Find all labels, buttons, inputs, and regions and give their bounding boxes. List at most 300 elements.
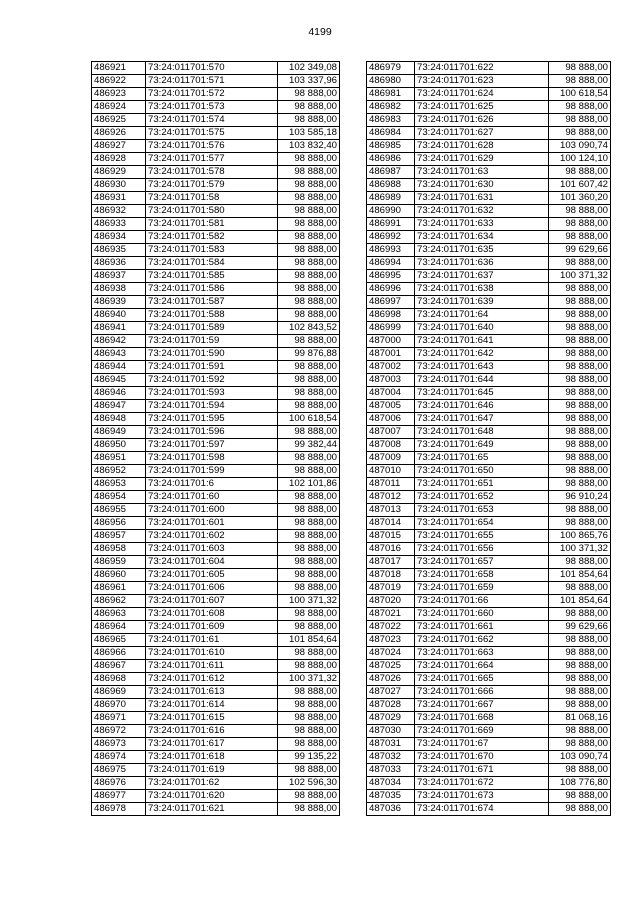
cadastral-value-cell: 98 888,00: [549, 374, 611, 387]
cadastral-number-cell: 73:24:011701:642: [415, 348, 549, 361]
cadastral-value-cell: 100 124,10: [549, 153, 611, 166]
row-number-cell: 486974: [92, 751, 146, 764]
cadastral-value-cell: 98 888,00: [278, 543, 340, 556]
cadastral-value-cell: 98 888,00: [278, 556, 340, 569]
cadastral-value-cell: 98 888,00: [549, 790, 611, 803]
cadastral-number-cell: 73:24:011701:637: [415, 270, 549, 283]
table-row: [367, 790, 611, 803]
table-row: [92, 595, 340, 608]
cadastral-number-cell: 73:24:011701:578: [146, 166, 278, 179]
table-row: [367, 153, 611, 166]
row-number-cell: 487010: [367, 465, 415, 478]
table-row: [367, 231, 611, 244]
cadastral-number-cell: 73:24:011701:589: [146, 322, 278, 335]
cadastral-number-cell: 73:24:011701:616: [146, 725, 278, 738]
cadastral-value-cell: 98 888,00: [549, 283, 611, 296]
cadastral-number-cell: 73:24:011701:61: [146, 634, 278, 647]
cadastral-value-cell: 98 888,00: [278, 452, 340, 465]
cadastral-value-cell: 98 888,00: [278, 387, 340, 400]
row-number-cell: 487003: [367, 374, 415, 387]
row-number-cell: 486922: [92, 75, 146, 88]
cadastral-value-cell: 98 888,00: [278, 205, 340, 218]
row-number-cell: 486955: [92, 504, 146, 517]
cadastral-number-cell: 73:24:011701:579: [146, 179, 278, 192]
cadastral-value-cell: 101 607,42: [549, 179, 611, 192]
row-number-cell: 487001: [367, 348, 415, 361]
cadastral-value-cell: 98 888,00: [278, 582, 340, 595]
table-row: [367, 348, 611, 361]
cadastral-number-cell: 73:24:011701:632: [415, 205, 549, 218]
row-number-cell: 486942: [92, 335, 146, 348]
cadastral-value-cell: 98 888,00: [278, 660, 340, 673]
row-number-cell: 486930: [92, 179, 146, 192]
cadastral-number-cell: 73:24:011701:66: [415, 595, 549, 608]
table-row: [367, 556, 611, 569]
row-number-cell: 486993: [367, 244, 415, 257]
cadastral-value-cell: 99 629,66: [549, 244, 611, 257]
cadastral-value-cell: 98 888,00: [549, 296, 611, 309]
row-number-cell: 486965: [92, 634, 146, 647]
cadastral-number-cell: 73:24:011701:624: [415, 88, 549, 101]
table-row: [92, 270, 340, 283]
table-row: [367, 452, 611, 465]
cadastral-number-cell: 73:24:011701:662: [415, 634, 549, 647]
row-number-cell: 486948: [92, 413, 146, 426]
cadastral-number-cell: 73:24:011701:620: [146, 790, 278, 803]
cadastral-value-cell: 100 618,54: [278, 413, 340, 426]
cadastral-value-cell: 98 888,00: [278, 764, 340, 777]
cadastral-value-cell: 98 888,00: [278, 374, 340, 387]
table-row: [92, 296, 340, 309]
row-number-cell: 486950: [92, 439, 146, 452]
cadastral-number-cell: 73:24:011701:598: [146, 452, 278, 465]
row-number-cell: 487025: [367, 660, 415, 673]
row-number-cell: 486964: [92, 621, 146, 634]
cadastral-value-cell: 98 888,00: [278, 166, 340, 179]
row-number-cell: 486946: [92, 387, 146, 400]
cadastral-value-cell: 101 854,64: [549, 569, 611, 582]
cadastral-number-cell: 73:24:011701:587: [146, 296, 278, 309]
table-row: [92, 543, 340, 556]
cadastral-value-cell: 100 371,32: [278, 595, 340, 608]
cadastral-value-cell: 98 888,00: [549, 439, 611, 452]
cadastral-number-cell: 73:24:011701:643: [415, 361, 549, 374]
row-number-cell: 486932: [92, 205, 146, 218]
table-row: [367, 179, 611, 192]
row-number-cell: 486977: [92, 790, 146, 803]
table-row: [92, 634, 340, 647]
row-number-cell: 487009: [367, 452, 415, 465]
cadastral-number-cell: 73:24:011701:623: [415, 75, 549, 88]
row-number-cell: 487011: [367, 478, 415, 491]
cadastral-number-cell: 73:24:011701:645: [415, 387, 549, 400]
cadastral-value-cell: 98 888,00: [278, 517, 340, 530]
cadastral-value-cell: 98 888,00: [278, 101, 340, 114]
cadastral-number-cell: 73:24:011701:602: [146, 530, 278, 543]
cadastral-number-cell: 73:24:011701:638: [415, 283, 549, 296]
table-row: [367, 608, 611, 621]
cadastral-value-cell: 81 068,16: [549, 712, 611, 725]
cadastral-number-cell: 73:24:011701:625: [415, 101, 549, 114]
table-row: [92, 725, 340, 738]
cadastral-number-cell: 73:24:011701:618: [146, 751, 278, 764]
cadastral-value-cell: 98 888,00: [278, 114, 340, 127]
cadastral-value-cell: 102 101,86: [278, 478, 340, 491]
cadastral-number-cell: 73:24:011701:671: [415, 764, 549, 777]
cadastral-value-cell: 98 888,00: [549, 686, 611, 699]
cadastral-number-cell: 73:24:011701:614: [146, 699, 278, 712]
cadastral-number-cell: 73:24:011701:668: [415, 712, 549, 725]
row-number-cell: 486991: [367, 218, 415, 231]
cadastral-number-cell: 73:24:011701:59: [146, 335, 278, 348]
row-number-cell: 487024: [367, 647, 415, 660]
row-number-cell: 487016: [367, 543, 415, 556]
cadastral-number-cell: 73:24:011701:608: [146, 608, 278, 621]
row-number-cell: 487005: [367, 400, 415, 413]
row-number-cell: 487034: [367, 777, 415, 790]
row-number-cell: 487015: [367, 530, 415, 543]
cadastral-value-cell: 98 888,00: [278, 803, 340, 816]
table-row: [92, 764, 340, 777]
cadastral-number-cell: 73:24:011701:611: [146, 660, 278, 673]
cadastral-number-cell: 73:24:011701:644: [415, 374, 549, 387]
table-row: [367, 335, 611, 348]
table-row: [92, 803, 340, 816]
row-number-cell: 486963: [92, 608, 146, 621]
table-row: [367, 686, 611, 699]
row-number-cell: 486978: [92, 803, 146, 816]
cadastral-value-cell: 98 888,00: [278, 465, 340, 478]
cadastral-number-cell: 73:24:011701:669: [415, 725, 549, 738]
cadastral-value-cell: 98 888,00: [278, 270, 340, 283]
row-number-cell: 486951: [92, 452, 146, 465]
table-row: [367, 75, 611, 88]
row-number-cell: 486957: [92, 530, 146, 543]
cadastral-number-cell: 73:24:011701:659: [415, 582, 549, 595]
cadastral-value-cell: 98 888,00: [549, 114, 611, 127]
table-row: [367, 543, 611, 556]
row-number-cell: 486961: [92, 582, 146, 595]
cadastral-number-cell: 73:24:011701:62: [146, 777, 278, 790]
cadastral-value-cell: 98 888,00: [549, 673, 611, 686]
cadastral-value-cell: 98 888,00: [549, 205, 611, 218]
cadastral-value-cell: 98 888,00: [278, 88, 340, 101]
cadastral-value-cell: 98 888,00: [278, 647, 340, 660]
cadastral-value-cell: 98 888,00: [278, 686, 340, 699]
cadastral-number-cell: 73:24:011701:619: [146, 764, 278, 777]
row-number-cell: 487031: [367, 738, 415, 751]
cadastral-number-cell: 73:24:011701:582: [146, 231, 278, 244]
table-row: [367, 582, 611, 595]
cadastral-value-cell: 98 888,00: [549, 257, 611, 270]
row-number-cell: 487006: [367, 413, 415, 426]
row-number-cell: 486997: [367, 296, 415, 309]
table-row: [367, 517, 611, 530]
cadastral-value-cell: 98 888,00: [549, 608, 611, 621]
cadastral-number-cell: 73:24:011701:574: [146, 114, 278, 127]
cadastral-value-cell: 98 888,00: [278, 283, 340, 296]
row-number-cell: 486925: [92, 114, 146, 127]
cadastral-number-cell: 73:24:011701:612: [146, 673, 278, 686]
cadastral-number-cell: 73:24:011701:601: [146, 517, 278, 530]
table-row: [92, 335, 340, 348]
table-row: [367, 738, 611, 751]
cadastral-value-cell: 98 888,00: [549, 413, 611, 426]
cadastral-value-cell: 98 888,00: [549, 764, 611, 777]
row-number-cell: 487004: [367, 387, 415, 400]
cadastral-value-cell: 100 618,54: [549, 88, 611, 101]
cadastral-number-cell: 73:24:011701:600: [146, 504, 278, 517]
table-row: [92, 244, 340, 257]
cadastral-value-cell: 98 888,00: [549, 725, 611, 738]
table-row: [92, 387, 340, 400]
cadastral-number-cell: 73:24:011701:639: [415, 296, 549, 309]
row-number-cell: 486981: [367, 88, 415, 101]
table-row: [367, 751, 611, 764]
cadastral-number-cell: 73:24:011701:667: [415, 699, 549, 712]
table-row: [92, 88, 340, 101]
cadastral-value-cell: 96 910,24: [549, 491, 611, 504]
cadastral-number-cell: 73:24:011701:647: [415, 413, 549, 426]
row-number-cell: 487014: [367, 517, 415, 530]
row-number-cell: 487008: [367, 439, 415, 452]
row-number-cell: 486953: [92, 478, 146, 491]
cadastral-value-cell: 98 888,00: [549, 309, 611, 322]
cadastral-value-cell: 98 888,00: [549, 478, 611, 491]
cadastral-value-cell: 98 888,00: [278, 179, 340, 192]
cadastral-value-cell: 98 888,00: [549, 452, 611, 465]
cadastral-value-cell: 98 888,00: [278, 296, 340, 309]
cadastral-number-cell: 73:24:011701:571: [146, 75, 278, 88]
cadastral-number-cell: 73:24:011701:570: [146, 62, 278, 75]
cadastral-number-cell: 73:24:011701:630: [415, 179, 549, 192]
row-number-cell: 486996: [367, 283, 415, 296]
row-number-cell: 487017: [367, 556, 415, 569]
table-row: [92, 439, 340, 452]
cadastral-value-cell: 100 371,32: [549, 270, 611, 283]
table-row: [367, 166, 611, 179]
table-row: [92, 218, 340, 231]
row-number-cell: 487022: [367, 621, 415, 634]
cadastral-value-cell: 98 888,00: [278, 504, 340, 517]
row-number-cell: 487035: [367, 790, 415, 803]
row-number-cell: 487029: [367, 712, 415, 725]
row-number-cell: 486983: [367, 114, 415, 127]
cadastral-value-cell: 98 888,00: [549, 647, 611, 660]
row-number-cell: 486966: [92, 647, 146, 660]
cadastral-number-cell: 73:24:011701:591: [146, 361, 278, 374]
table-row: [367, 426, 611, 439]
cadastral-number-cell: 73:24:011701:663: [415, 647, 549, 660]
row-number-cell: 486959: [92, 556, 146, 569]
row-number-cell: 486936: [92, 257, 146, 270]
table-row: [367, 699, 611, 712]
cadastral-number-cell: 73:24:011701:652: [415, 491, 549, 504]
cadastral-number-cell: 73:24:011701:650: [415, 465, 549, 478]
table-row: [367, 465, 611, 478]
table-row: [92, 62, 340, 75]
row-number-cell: 487000: [367, 335, 415, 348]
cadastral-number-cell: 73:24:011701:613: [146, 686, 278, 699]
cadastral-value-cell: 98 888,00: [549, 660, 611, 673]
cadastral-value-cell: 98 888,00: [549, 62, 611, 75]
cadastral-number-cell: 73:24:011701:586: [146, 283, 278, 296]
table-row: [92, 686, 340, 699]
table-row: [92, 647, 340, 660]
cadastral-number-cell: 73:24:011701:633: [415, 218, 549, 231]
cadastral-value-cell: 99 382,44: [278, 439, 340, 452]
cadastral-value-cell: 98 888,00: [278, 712, 340, 725]
table-row: [367, 595, 611, 608]
table-row: [92, 608, 340, 621]
cadastral-value-cell: 100 371,32: [278, 673, 340, 686]
cadastral-value-cell: 99 629,66: [549, 621, 611, 634]
cadastral-number-cell: 73:24:011701:653: [415, 504, 549, 517]
cadastral-number-cell: 73:24:011701:583: [146, 244, 278, 257]
cadastral-number-cell: 73:24:011701:596: [146, 426, 278, 439]
row-number-cell: 487002: [367, 361, 415, 374]
row-number-cell: 486982: [367, 101, 415, 114]
cadastral-value-cell: 101 854,64: [549, 595, 611, 608]
table-row: [92, 751, 340, 764]
cadastral-value-cell: 98 888,00: [278, 400, 340, 413]
cadastral-value-cell: 98 888,00: [278, 244, 340, 257]
table-row: [92, 322, 340, 335]
row-number-cell: 486976: [92, 777, 146, 790]
row-number-cell: 486938: [92, 283, 146, 296]
table-row: [367, 725, 611, 738]
cadastral-number-cell: 73:24:011701:58: [146, 192, 278, 205]
row-number-cell: 487028: [367, 699, 415, 712]
table-row: [92, 621, 340, 634]
row-number-cell: 487013: [367, 504, 415, 517]
cadastral-value-cell: 102 596,30: [278, 777, 340, 790]
cadastral-value-cell: 98 888,00: [549, 634, 611, 647]
cadastral-number-cell: 73:24:011701:65: [415, 452, 549, 465]
table-row: [367, 283, 611, 296]
table-row: [92, 179, 340, 192]
cadastral-value-cell: 103 090,74: [549, 140, 611, 153]
cadastral-value-cell: 98 888,00: [549, 803, 611, 816]
cadastral-value-cell: 102 349,08: [278, 62, 340, 75]
cadastral-value-cell: 98 888,00: [549, 348, 611, 361]
cadastral-number-cell: 73:24:011701:666: [415, 686, 549, 699]
table-row: [367, 114, 611, 127]
row-number-cell: 487023: [367, 634, 415, 647]
table-row: [92, 504, 340, 517]
row-number-cell: 487012: [367, 491, 415, 504]
row-number-cell: 487020: [367, 595, 415, 608]
cadastral-number-cell: 73:24:011701:590: [146, 348, 278, 361]
cadastral-number-cell: 73:24:011701:575: [146, 127, 278, 140]
table-row: [367, 634, 611, 647]
row-number-cell: 486926: [92, 127, 146, 140]
table-row: [367, 244, 611, 257]
row-number-cell: 486934: [92, 231, 146, 244]
table-row: [367, 296, 611, 309]
table-row: [367, 803, 611, 816]
cadastral-value-cell: 98 888,00: [549, 517, 611, 530]
cadastral-value-cell: 108 776,80: [549, 777, 611, 790]
cadastral-value-cell: 99 876,88: [278, 348, 340, 361]
table-row: [367, 322, 611, 335]
table-row: [367, 140, 611, 153]
cadastral-number-cell: 73:24:011701:660: [415, 608, 549, 621]
table-row: [92, 790, 340, 803]
row-number-cell: 486979: [367, 62, 415, 75]
table-row: [367, 660, 611, 673]
table-row: [92, 699, 340, 712]
cadastral-value-cell: 98 888,00: [278, 218, 340, 231]
table-row: [367, 218, 611, 231]
cadastral-number-cell: 73:24:011701:597: [146, 439, 278, 452]
cadastral-number-cell: 73:24:011701:606: [146, 582, 278, 595]
cadastral-number-cell: 73:24:011701:626: [415, 114, 549, 127]
table-row: [367, 62, 611, 75]
cadastral-value-cell: 100 865,76: [549, 530, 611, 543]
cadastral-number-cell: 73:24:011701:621: [146, 803, 278, 816]
row-number-cell: 486952: [92, 465, 146, 478]
row-number-cell: 487019: [367, 582, 415, 595]
cadastral-value-cell: 98 888,00: [549, 127, 611, 140]
cadastral-number-cell: 73:24:011701:60: [146, 491, 278, 504]
cadastral-number-cell: 73:24:011701:64: [415, 309, 549, 322]
cadastral-value-cell: 98 888,00: [549, 335, 611, 348]
row-number-cell: 486986: [367, 153, 415, 166]
row-number-cell: 486944: [92, 361, 146, 374]
row-number-cell: 487021: [367, 608, 415, 621]
row-number-cell: 486972: [92, 725, 146, 738]
cadastral-number-cell: 73:24:011701:604: [146, 556, 278, 569]
row-number-cell: 486995: [367, 270, 415, 283]
cadastral-value-cell: 98 888,00: [278, 738, 340, 751]
cadastral-value-cell: 98 888,00: [278, 621, 340, 634]
cadastral-number-cell: 73:24:011701:592: [146, 374, 278, 387]
right-table-body: [367, 62, 611, 816]
cadastral-value-cell: 98 888,00: [278, 335, 340, 348]
cadastral-value-cell: 100 371,32: [549, 543, 611, 556]
cadastral-number-cell: 73:24:011701:649: [415, 439, 549, 452]
row-number-cell: 486992: [367, 231, 415, 244]
cadastral-value-cell: 98 888,00: [549, 166, 611, 179]
cadastral-value-cell: 103 832,40: [278, 140, 340, 153]
table-row: [367, 309, 611, 322]
cadastral-number-cell: 73:24:011701:670: [415, 751, 549, 764]
table-row: [92, 413, 340, 426]
table-row: [92, 166, 340, 179]
table-row: [92, 426, 340, 439]
row-number-cell: 486970: [92, 699, 146, 712]
cadastral-number-cell: 73:24:011701:63: [415, 166, 549, 179]
cadastral-value-cell: 98 888,00: [278, 257, 340, 270]
cadastral-value-cell: 98 888,00: [549, 738, 611, 751]
table-row: [367, 530, 611, 543]
cadastral-value-cell: 98 888,00: [278, 569, 340, 582]
cadastral-number-cell: 73:24:011701:661: [415, 621, 549, 634]
left-data-table: [91, 61, 340, 816]
cadastral-number-cell: 73:24:011701:665: [415, 673, 549, 686]
table-row: [367, 413, 611, 426]
cadastral-value-cell: 98 888,00: [278, 426, 340, 439]
table-row: [92, 712, 340, 725]
cadastral-number-cell: 73:24:011701:655: [415, 530, 549, 543]
table-row: [367, 504, 611, 517]
table-row: [367, 387, 611, 400]
cadastral-value-cell: 101 854,64: [278, 634, 340, 647]
cadastral-number-cell: 73:24:011701:585: [146, 270, 278, 283]
cadastral-value-cell: 98 888,00: [549, 426, 611, 439]
cadastral-value-cell: 98 888,00: [278, 491, 340, 504]
